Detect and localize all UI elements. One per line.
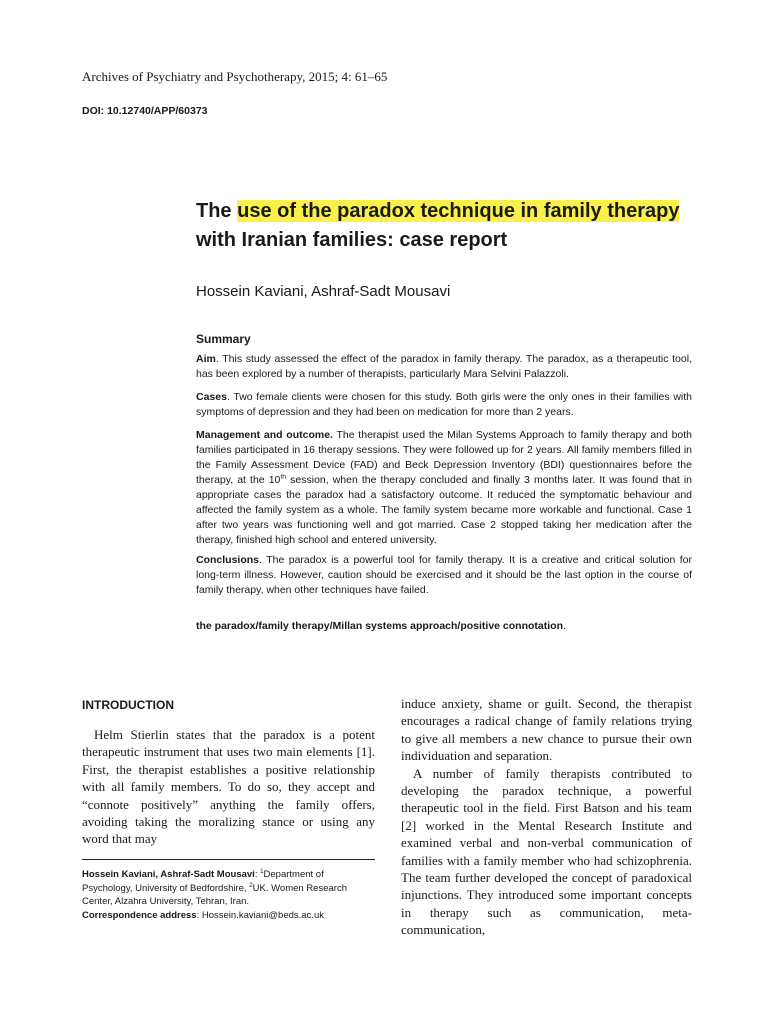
title-tail: with Iranian families: case report [196, 229, 508, 251]
body-left-paragraph: Helm Stierlin states that the paradox is a potent therapeutic instrument that uses two main elements [1]. First, the therapist establishes a positive relationship with all family members. To do so, they accept and “connote positively” anything the family offers, avoiding taking the moralizing stance or using any word that may [82, 727, 375, 847]
footnote-aff-1: Department of Psychology, University of Bedfordshire, [82, 869, 324, 894]
cases-label: Cases [196, 391, 227, 403]
cases-text: . Two female clients were chosen for this study. Both girls were the only ones in their families with symptoms of depression and they had been on medication for more than 2 years. [196, 391, 692, 418]
footnote-authors: Hossein Kaviani, Ashraf-Sadt Mousavi [82, 869, 255, 880]
abstract-management [196, 428, 692, 548]
title-lead: The [196, 200, 238, 222]
footnote-colon: : [254, 869, 261, 880]
introduction-heading: INTRODUCTION [82, 698, 174, 712]
mgmt-label: Management and outcome. [196, 429, 333, 441]
mgmt-sup: th [280, 473, 287, 481]
body-right-paragraph-1: induce anxiety, shame or guilt. Second, the therapist encourages a radical change of family relations trying to give all members a new chance to pursue their own individuation and separation. [401, 696, 692, 764]
footnote [82, 868, 375, 922]
abstract-cases [196, 390, 692, 420]
footnote-sup-1: 1 [260, 867, 264, 875]
footnote-divider [82, 859, 375, 860]
keywords-text: the paradox/family therapy/Millan systems approach/positive connotation [196, 620, 564, 632]
footnote-aff-2: UK. Women Research Center, Alzahra University, Tehran, Iran. [82, 882, 347, 907]
author-list: Hossein Kaviani, Ashraf-Sadt Mousavi [196, 283, 451, 300]
keywords [196, 620, 566, 632]
journal-citation: Archives of Psychiatry and Psychotherapy, 2015; 4: 61–65 [82, 69, 388, 84]
doi: DOI: 10.12740/APP/60373 [82, 105, 208, 117]
abstract-conclusions [196, 553, 692, 598]
keywords-end: . [563, 620, 566, 632]
abstract-aim [196, 352, 692, 382]
body-right-column [401, 695, 692, 939]
conc-label: Conclusions [196, 554, 260, 566]
title-highlighted: use of the paradox technique in family therapy [237, 200, 680, 222]
correspondence-label: Correspondence address [82, 909, 197, 921]
summary-heading: Summary [196, 332, 251, 346]
footnote-sup-2: 2 [249, 881, 253, 889]
footnote-correspondence [82, 909, 375, 923]
aim-text: . This study assessed the effect of the paradox in family therapy. The paradox, as a therapeutic tool, has been explored by a number of therapists, particularly Mara Selvini Palazzoli. [196, 353, 692, 380]
body-right-paragraph-2: A number of family therapists contributed to developing the paradox technique, a powerful therapeutic tool in the field. First Batson and his team [2] worked in the Mental Research Institute and examined verbal and non-verbal communication of families with a family member who had schizophrenia. The team further developed the concept of paradoxical injunctions. They introduced some important concepts in therapy such as communication, meta-communication, [401, 765, 692, 938]
footnote-affiliation [82, 868, 375, 909]
mgmt-text-1: The therapist used the Milan Systems Approach to family therapy and both families participated in 16 therapy sessions. They were followed up for 2 years. All family members filled in the Family Assessment Device (FAD) and Beck Depression Inventory (BDI) questionnaires before the therapy, at the 10 [196, 429, 693, 486]
article-title [196, 197, 696, 255]
mgmt-text-2: session, when the therapy concluded and finally 3 months later. It was found that in appropriate cases the paradox had a satisfactory outcome. It reduced the symptomatic behaviour and affected the family system as a whole. The family system became more workable and functional. Case 1 after two years was functioning well and got married. Case 2 stopped taking her medication after the therapy, finished high school and entered university. [196, 474, 692, 546]
conc-text: . The paradox is a powerful tool for family therapy. It is a creative and critical solution for long-term illness. However, caution should be exercised and it should be the last option in the course of family therapy, when other techniques have failed. [196, 554, 692, 596]
correspondence-email[interactable]: : Hossein.kaviani@beds.ac.uk [196, 909, 324, 921]
aim-label: Aim [196, 353, 216, 365]
